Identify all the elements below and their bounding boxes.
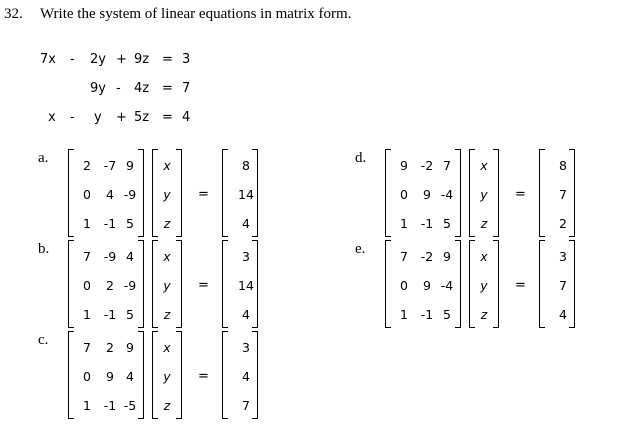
rhs-value: 3 (242, 249, 250, 264)
matrix-cell-value: 2 (106, 340, 114, 355)
variable-value: y (163, 369, 171, 384)
question-text: Write the system of linear equations in matrix form. (40, 6, 352, 22)
rhs-value: 8 (242, 158, 250, 173)
option-label: d. (355, 150, 367, 166)
rhs-left-bracket (539, 149, 545, 237)
matrix-cell-value: -5 (123, 398, 137, 413)
matrix-cell-value: 9 (126, 340, 134, 355)
matrix-cell-value: 9 (106, 369, 114, 384)
matrix-cell-value: -4 (440, 278, 454, 293)
rhs-right-bracket (569, 149, 575, 237)
eq3-rhs: 4 (182, 110, 191, 125)
matrix-cell-value: 1 (83, 398, 91, 413)
matrix-left-bracket (68, 149, 74, 237)
matrix-cell-value: 7 (83, 249, 91, 264)
vector-right-bracket (176, 149, 182, 237)
matrix-cell-value: 2 (83, 158, 91, 173)
vector-left-bracket (469, 149, 475, 237)
eq2-op-minus: - (116, 81, 121, 96)
vector-left-bracket (152, 331, 158, 419)
option-label: a. (38, 150, 49, 166)
vector-left-bracket (152, 240, 158, 328)
matrix-cell-value: 7 (400, 249, 408, 264)
rhs-left-bracket (222, 240, 228, 328)
matrix-cell-value: 1 (83, 216, 91, 231)
vector-right-bracket (493, 240, 499, 328)
vector-left-bracket (152, 149, 158, 237)
matrix-right-bracket (455, 240, 461, 328)
rhs-value: 4 (242, 216, 250, 231)
variable-value: y (163, 278, 171, 293)
matrix-cell-value: -1 (103, 398, 117, 413)
rhs-value: 4 (559, 307, 567, 322)
equals-sign: = (198, 278, 209, 293)
variable-value: z (163, 398, 171, 413)
variable-value: z (480, 216, 488, 231)
matrix-cell-value: -1 (103, 307, 117, 322)
matrix-cell-value: 0 (400, 278, 408, 293)
matrix-right-bracket (138, 149, 144, 237)
option-label: c. (38, 332, 49, 348)
eq1-equals: = (162, 52, 173, 67)
matrix-cell-value: -9 (123, 278, 137, 293)
matrix-cell-value: 1 (400, 216, 408, 231)
rhs-value: 7 (559, 187, 567, 202)
matrix-cell-value: 5 (126, 216, 134, 231)
equals-sign: = (515, 278, 526, 293)
rhs-value: 2 (559, 216, 567, 231)
matrix-cell-value: 0 (83, 187, 91, 202)
vector-right-bracket (493, 149, 499, 237)
matrix-cell-value: 0 (400, 187, 408, 202)
variable-value: z (163, 216, 171, 231)
option-label: e. (355, 241, 366, 257)
eq3-term-x: x (48, 110, 56, 125)
rhs-value: 14 (238, 187, 254, 202)
question-number: 32. (4, 6, 23, 22)
rhs-value: 7 (559, 278, 567, 293)
matrix-cell-value: -7 (103, 158, 117, 173)
matrix-cell-value: -2 (420, 158, 434, 173)
matrix-cell-value: 5 (443, 216, 451, 231)
eq1-rhs: 3 (182, 52, 191, 67)
equals-sign: = (198, 369, 209, 384)
matrix-cell-value: 9 (443, 249, 451, 264)
matrix-cell-value: 5 (126, 307, 134, 322)
matrix-cell-value: 9 (126, 158, 134, 173)
matrix-cell-value: 7 (83, 340, 91, 355)
matrix-left-bracket (385, 240, 391, 328)
matrix-cell-value: -1 (420, 216, 434, 231)
eq3-op-minus: - (70, 110, 75, 125)
eq1-op-plus: + (116, 52, 127, 67)
variable-value: y (163, 187, 171, 202)
eq1-term-7x: 7x (40, 52, 56, 67)
variable-value: y (480, 187, 488, 202)
matrix-cell-value: 9 (423, 187, 431, 202)
matrix-cell-value: -1 (103, 216, 117, 231)
eq1-term-2y: 2y (90, 52, 106, 67)
eq1-term-9z: 9z (134, 52, 150, 67)
matrix-cell-value: 4 (126, 249, 134, 264)
matrix-cell-value: 4 (126, 369, 134, 384)
matrix-cell-value: 9 (423, 278, 431, 293)
matrix-cell-value: -9 (123, 187, 137, 202)
variable-value: z (480, 307, 488, 322)
matrix-cell-value: 7 (443, 158, 451, 173)
vector-right-bracket (176, 240, 182, 328)
eq2-term-9y: 9y (90, 81, 106, 96)
rhs-left-bracket (222, 149, 228, 237)
rhs-right-bracket (569, 240, 575, 328)
variable-value: z (163, 307, 171, 322)
rhs-left-bracket (539, 240, 545, 328)
rhs-value: 4 (242, 307, 250, 322)
eq3-equals: = (162, 110, 173, 125)
equals-sign: = (198, 187, 209, 202)
rhs-value: 8 (559, 158, 567, 173)
rhs-value: 7 (242, 398, 250, 413)
matrix-cell-value: -9 (103, 249, 117, 264)
matrix-right-bracket (138, 331, 144, 419)
matrix-cell-value: 2 (106, 278, 114, 293)
eq2-equals: = (162, 81, 173, 96)
rhs-value: 3 (242, 340, 250, 355)
equals-sign: = (515, 187, 526, 202)
variable-value: y (480, 278, 488, 293)
variable-value: x (163, 340, 171, 355)
rhs-value: 14 (238, 278, 254, 293)
matrix-cell-value: 0 (83, 369, 91, 384)
option-label: b. (38, 241, 50, 257)
matrix-left-bracket (68, 240, 74, 328)
eq3-op-plus: + (116, 110, 127, 125)
matrix-cell-value: 9 (400, 158, 408, 173)
matrix-cell-value: 0 (83, 278, 91, 293)
rhs-value: 3 (559, 249, 567, 264)
rhs-left-bracket (222, 331, 228, 419)
matrix-cell-value: 1 (400, 307, 408, 322)
matrix-cell-value: -4 (440, 187, 454, 202)
eq1-op-minus: - (70, 52, 75, 67)
matrix-left-bracket (385, 149, 391, 237)
matrix-cell-value: 4 (106, 187, 114, 202)
vector-left-bracket (469, 240, 475, 328)
vector-right-bracket (176, 331, 182, 419)
rhs-right-bracket (252, 331, 258, 419)
matrix-cell-value: 5 (443, 307, 451, 322)
eq3-term-y: y (94, 110, 102, 125)
variable-value: x (480, 158, 488, 173)
variable-value: x (480, 249, 488, 264)
variable-value: x (163, 249, 171, 264)
matrix-cell-value: -2 (420, 249, 434, 264)
eq3-term-5z: 5z (134, 110, 150, 125)
matrix-cell-value: 1 (83, 307, 91, 322)
rhs-value: 4 (242, 369, 250, 384)
eq2-rhs: 7 (182, 81, 191, 96)
matrix-left-bracket (68, 331, 74, 419)
variable-value: x (163, 158, 171, 173)
eq2-term-4z: 4z (134, 81, 150, 96)
matrix-right-bracket (455, 149, 461, 237)
matrix-right-bracket (138, 240, 144, 328)
matrix-cell-value: -1 (420, 307, 434, 322)
